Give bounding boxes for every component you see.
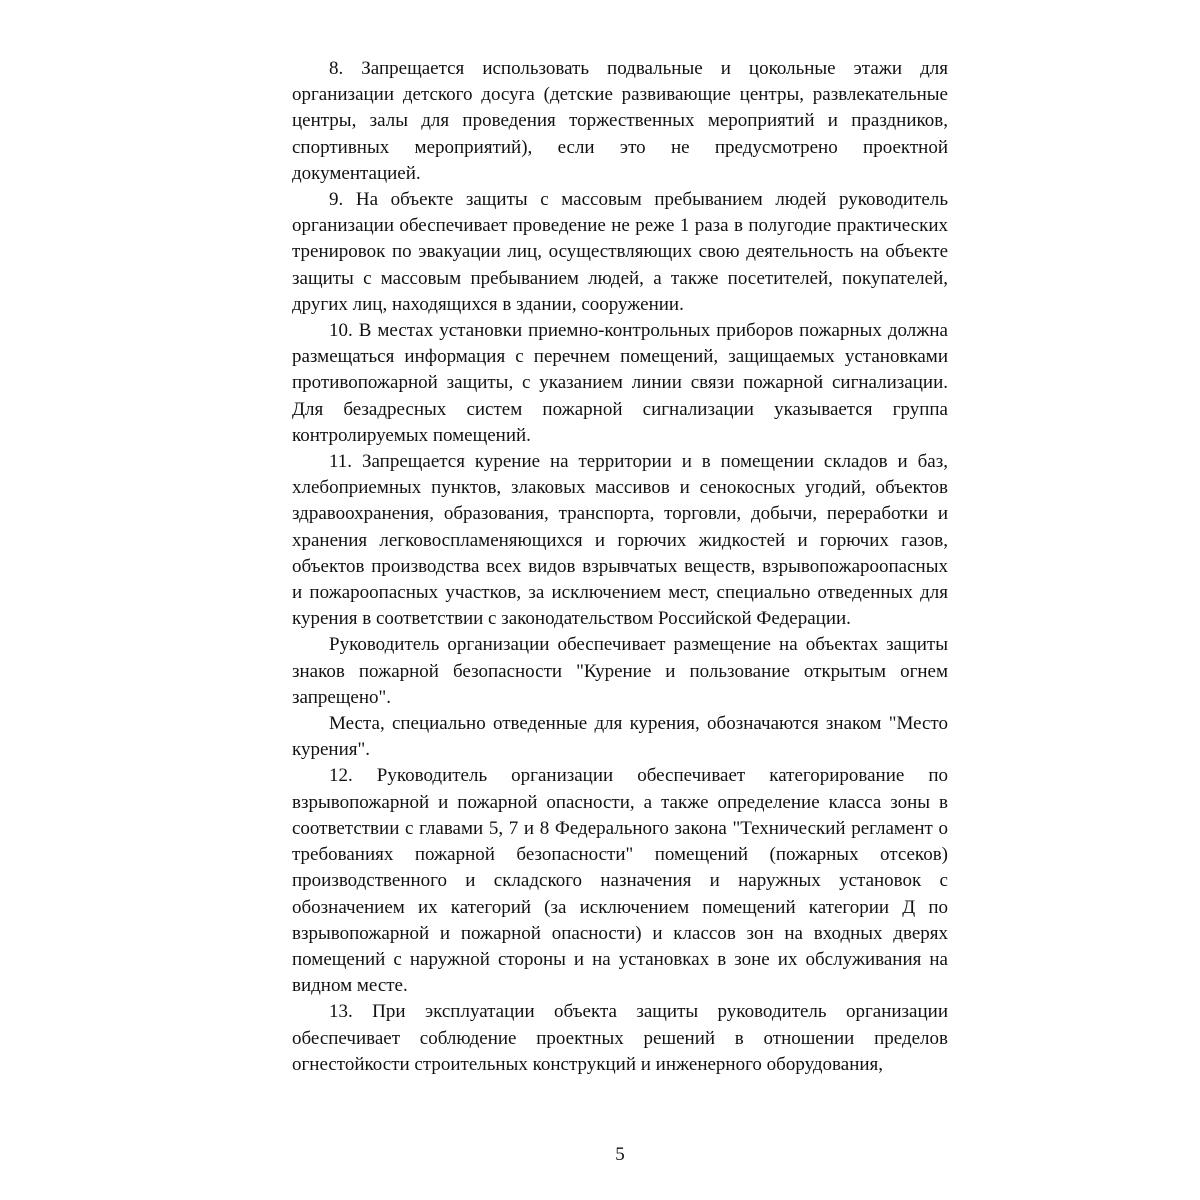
paragraph-8: 8. Запрещается использовать подвальные и цокольные этажи для организации детского досуга (детские развивающие центры, развлекательные центры, залы для проведения торжественных мероприятий и праздников, спортивных мероприятий), если это не предусмотрено проектной документацией. [292,58,948,184]
paragraph-11-signs: Руководитель организации обеспечивает размещение на объектах защиты знаков пожарной безопасности "Курение и пользование открытым огнем запрещено". [292,634,948,708]
paragraph-11-smoking-places: Места, специально отведенные для курения, обозначаются знаком "Место курения". [292,713,948,761]
paragraph-12: 12. Руководитель организации обеспечивает категорирование по взрывопожарной и пожарной опасности, а также определение класса зоны в соответствии с главами 5, 7 и 8 Федерального закона "Технический регламент о требованиях пожарной безопасности" помещений (пожарных отсеков) производственного и складского назначения и наружных установок с обозначением их категорий (за исключением помещений категории Д по взрывопожарной и пожарной опасности) и классов зон на входных дверях помещений с наружной стороны и на установках в зоне их обслуживания на видном месте. [292,765,948,997]
paragraph-10: 10. В местах установки приемно-контрольных приборов пожарных должна размещаться информация с перечнем помещений, защищаемых установками противопожарной защиты, с указанием линии связи пожарной сигнализации. Для безадресных систем пожарной сигнализации указывается группа контролируемых помещений. [292,320,948,446]
paragraph-11: 11. Запрещается курение на территории и в помещении складов и баз, хлебоприемных пунктов, злаковых массивов и сенокосных угодий, объектов здравоохранения, образования, транспорта, торговли, добычи, переработки и хранения легковоспламеняющихся и горючих жидкостей и горючих газов, объектов производства всех видов взрывчатых веществ, взрывопожароопасных и пожароопасных участков, за исключением мест, специально отведенных для курения в соответствии с законодательством Российской Федерации. [292,451,948,630]
page-number: 5 [615,1144,625,1165]
paragraph-9: 9. На объекте защиты с массовым пребыванием людей руководитель организации обеспечивает проведение не реже 1 раза в полугодие практических тренировок по эвакуации лиц, осуществляющих свою деятельность на объекте защиты с массовым пребыванием людей, а также посетителей, покупателей, других лиц, находящихся в здании, сооружении. [292,189,948,315]
paragraph-13: 13. При эксплуатации объекта защиты руководитель организации обеспечивает соблюдение проектных решений в отношении пределов огнестойкости строительных конструкций и инженерного оборудования, [292,1001,948,1075]
document-page [292,56,948,1078]
